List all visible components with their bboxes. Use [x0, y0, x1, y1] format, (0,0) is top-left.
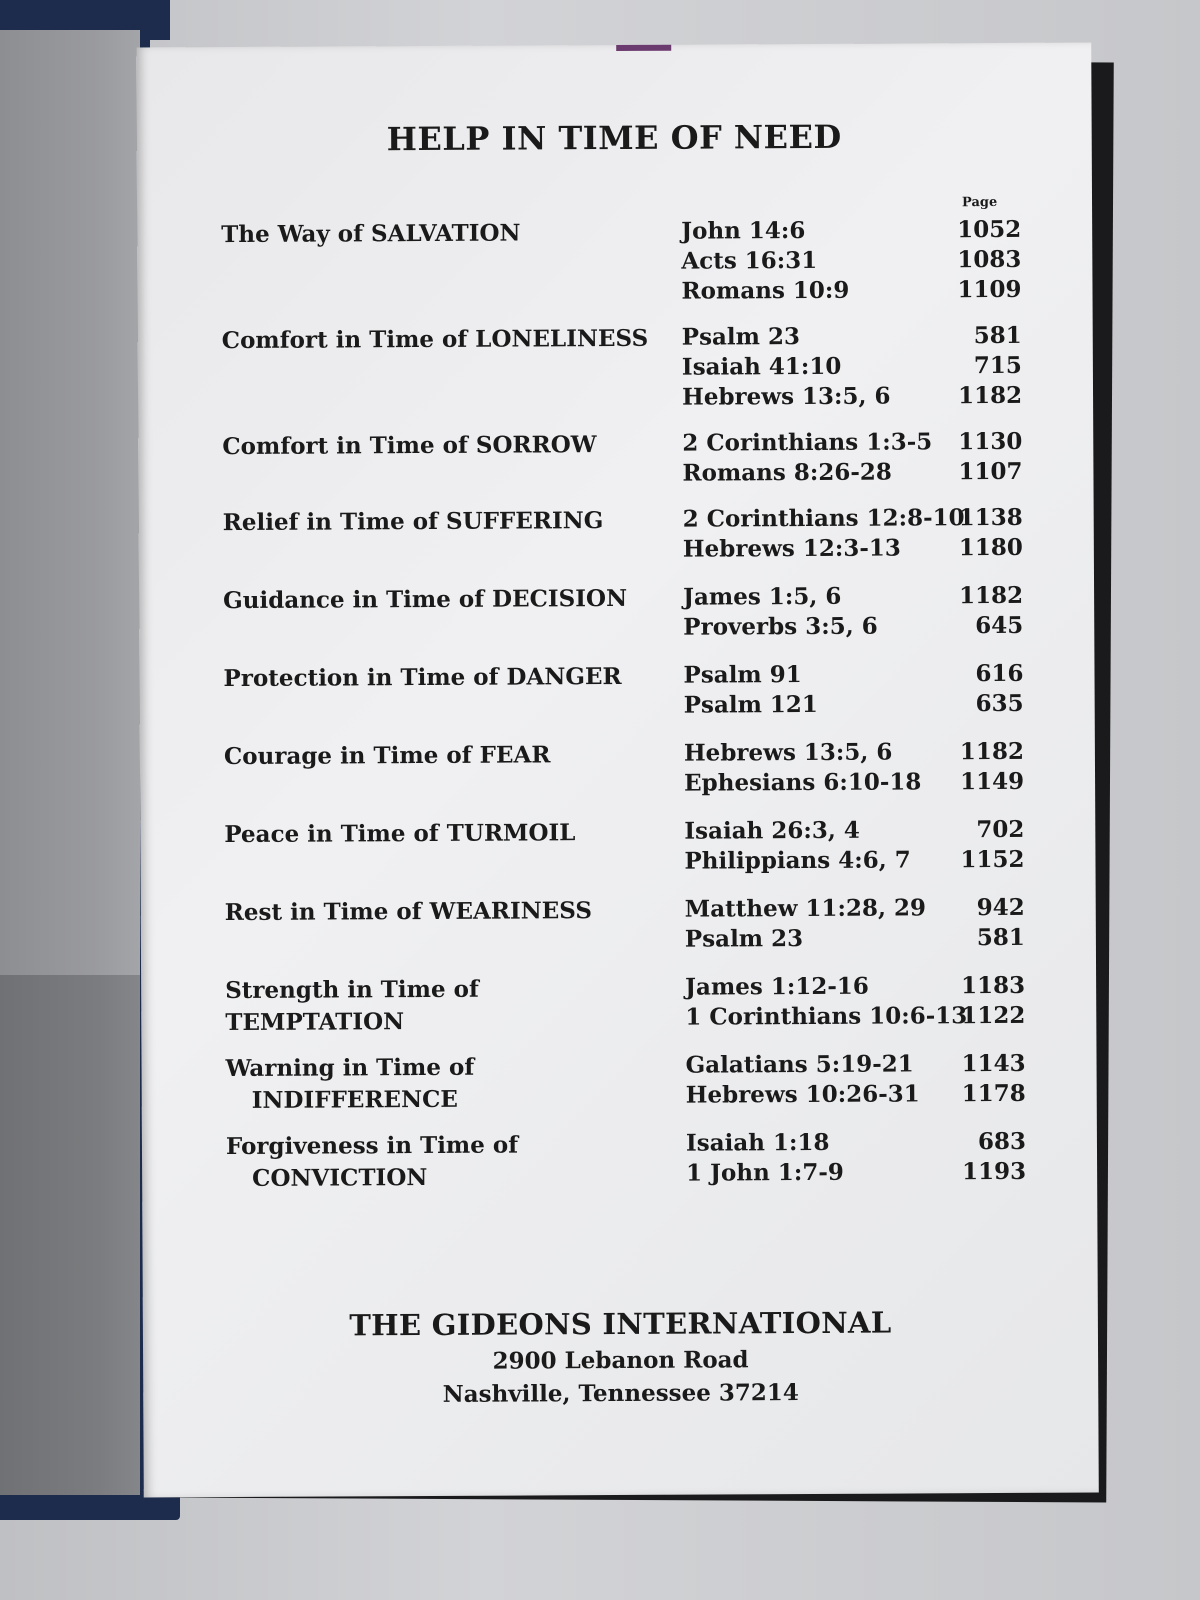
reference-row: [682, 457, 1022, 489]
page-number: 645: [975, 611, 1024, 640]
reference-row: [683, 659, 1023, 691]
entry-topic: [222, 323, 662, 357]
page-number: 1193: [962, 1157, 1027, 1186]
endpaper-upper: [0, 30, 140, 975]
scripture-reference: 2 Corinthians 1:3-5: [682, 428, 933, 457]
reference-row: [683, 533, 1023, 565]
publisher-address: 2900 Lebanon Road: [492, 1346, 749, 1375]
help-entry: [225, 1049, 1026, 1114]
entry-topic: [223, 583, 663, 617]
help-entry: [223, 581, 1024, 641]
entry-references: [682, 427, 1022, 489]
entry-topic-line: Comfort in Time of SORROW: [222, 431, 597, 461]
reference-row: [686, 1127, 1026, 1159]
scripture-reference: 1 John 1:7-9: [686, 1158, 844, 1187]
page-number: 942: [976, 893, 1025, 922]
reference-row: [685, 971, 1025, 1003]
reference-row: [683, 503, 1023, 535]
reference-row: [681, 275, 1021, 307]
help-index-list: [221, 215, 1027, 1192]
entry-references: [685, 893, 1025, 955]
page-number: 616: [975, 659, 1024, 688]
reference-row: [685, 1049, 1025, 1081]
reference-row: [685, 893, 1025, 925]
publisher-name: THE GIDEONS INTERNATIONAL: [349, 1305, 892, 1343]
book-page: [136, 43, 1099, 1498]
reference-row: [683, 611, 1023, 643]
page-number: 1149: [959, 767, 1025, 796]
reference-row: [683, 581, 1023, 613]
page-number: 1182: [957, 381, 1023, 410]
page-number: 581: [973, 321, 1022, 350]
scripture-reference: Philippians 4:6, 7: [684, 846, 911, 875]
help-entry: [222, 427, 1023, 487]
scripture-reference: Psalm 121: [683, 690, 818, 719]
page-number: 1143: [961, 1049, 1026, 1078]
reference-row: [684, 815, 1024, 847]
entry-topic-line: Peace in Time of TURMOIL: [224, 819, 576, 849]
help-entry: [225, 1127, 1027, 1192]
entry-topic-line: Strength in Time of TEMPTATION: [225, 975, 479, 1037]
entry-topic: [223, 661, 663, 695]
page-number: 1178: [961, 1079, 1026, 1108]
page-number: 1109: [957, 275, 1022, 304]
entry-topic: [224, 739, 664, 773]
reference-row: [682, 427, 1022, 459]
ribbon-marker: [616, 45, 671, 51]
entry-topic-line: Rest in Time of WEARINESS: [224, 897, 593, 927]
help-entry: [221, 215, 1022, 305]
help-entry: [225, 971, 1026, 1037]
page-number: 1152: [960, 845, 1025, 874]
entry-topic: [223, 505, 663, 539]
entry-topic-line: CONVICTION: [252, 1164, 428, 1192]
page-number: 1182: [959, 737, 1024, 766]
scripture-reference: Matthew 11:28, 29: [684, 894, 927, 923]
entry-references: [684, 737, 1024, 799]
scripture-reference: Romans 10:9: [681, 276, 850, 305]
reference-row: [682, 321, 1022, 353]
scripture-reference: Hebrews 10:26-31: [685, 1080, 920, 1109]
scripture-reference: Psalm 23: [684, 925, 804, 953]
page-number: 702: [976, 815, 1025, 844]
entry-topic: [225, 1051, 665, 1117]
help-entry: [224, 893, 1025, 953]
entry-topic-line: Courage in Time of FEAR: [223, 741, 551, 771]
reference-row: [685, 923, 1025, 955]
entry-references: [686, 1127, 1026, 1189]
entry-topic-line: Relief in Time of SUFFERING: [222, 507, 604, 537]
reference-row: [681, 215, 1021, 247]
reference-row: [682, 351, 1022, 383]
scripture-reference: Proverbs 3:5, 6: [683, 612, 878, 641]
endpaper-lower: [0, 975, 140, 1495]
entry-topic: [225, 973, 665, 1039]
scripture-reference: James 1:5, 6: [683, 582, 842, 611]
scripture-reference: Isaiah 41:10: [681, 352, 842, 381]
page-number: 1083: [957, 245, 1022, 274]
scripture-reference: 2 Corinthians 12:8-10: [682, 504, 965, 533]
scripture-reference: Romans 8:26-28: [682, 458, 892, 487]
reference-row: [684, 689, 1024, 721]
entry-references: [685, 1049, 1025, 1111]
entry-topic: [221, 217, 661, 251]
page-title: HELP IN TIME OF NEED: [386, 117, 842, 159]
page-number: 1107: [958, 457, 1023, 486]
scripture-reference: Psalm 91: [683, 661, 802, 689]
scripture-reference: Isaiah 1:18: [685, 1128, 830, 1157]
scripture-reference: Ephesians 6:10-18: [683, 768, 922, 797]
reference-row: [684, 845, 1024, 877]
entry-topic: [224, 817, 664, 851]
scripture-reference: 1 Corinthians 10:6-13: [685, 1002, 968, 1031]
scripture-reference: Galatians 5:19-21: [685, 1050, 914, 1079]
entry-topic-line: Protection in Time of DANGER: [223, 662, 622, 693]
help-entry: [221, 321, 1023, 411]
scripture-reference: Hebrews 13:5, 6: [683, 738, 893, 767]
entry-topic: [225, 895, 665, 929]
scripture-reference: John 14:6: [681, 217, 806, 245]
entry-topic-line: Forgiveness in Time of: [225, 1131, 519, 1161]
page-column-header: Page: [961, 195, 998, 211]
entry-references: [681, 215, 1021, 307]
reference-row: [685, 1001, 1025, 1033]
entry-references: [683, 503, 1023, 565]
scripture-reference: Psalm 23: [681, 323, 801, 351]
reference-row: [682, 381, 1022, 413]
scripture-reference: Isaiah 26:3, 4: [684, 816, 860, 845]
entry-topic-line: The Way of SALVATION: [221, 219, 521, 249]
entry-topic-line: INDIFFERENCE: [251, 1085, 458, 1114]
reference-row: [684, 737, 1024, 769]
entry-references: [683, 581, 1023, 643]
scripture-reference: Acts 16:31: [681, 246, 818, 275]
page-number: 1130: [958, 427, 1023, 456]
help-entry: [223, 737, 1025, 797]
entry-references: [685, 971, 1025, 1033]
reference-row: [686, 1079, 1026, 1111]
page-number: 1182: [959, 581, 1024, 610]
publisher-footer: [143, 1304, 1099, 1409]
entry-topic-line: Warning in Time of: [225, 1053, 475, 1083]
scripture-reference: James 1:12-16: [685, 972, 869, 1001]
entry-topic-line: Guidance in Time of DECISION: [223, 584, 628, 615]
reference-row: [681, 245, 1021, 277]
help-entry: [222, 503, 1023, 563]
page-number: 1180: [958, 533, 1023, 562]
page-number: 715: [973, 351, 1022, 380]
entry-references: [683, 659, 1023, 721]
page-number: 1138: [958, 503, 1023, 532]
scripture-reference: Hebrews 12:3-13: [682, 534, 901, 563]
page-number: 1122: [961, 1001, 1026, 1030]
entry-topic: [226, 1129, 666, 1195]
entry-references: [684, 815, 1024, 877]
scripture-reference: Hebrews 13:5, 6: [681, 382, 891, 411]
entry-topic: [222, 429, 662, 463]
page-number: 635: [975, 689, 1024, 718]
page-number: 1183: [961, 971, 1026, 1000]
reference-row: [686, 1157, 1026, 1189]
help-entry: [224, 815, 1025, 875]
entry-topic-line: Comfort in Time of LONELINESS: [221, 324, 649, 355]
publisher-city: Nashville, Tennessee 37214: [442, 1379, 799, 1408]
entry-references: [682, 321, 1022, 413]
page-number: 581: [976, 923, 1025, 952]
page-number: 1052: [957, 215, 1022, 244]
help-entry: [223, 659, 1024, 719]
page-number: 683: [977, 1127, 1027, 1156]
reference-row: [684, 767, 1024, 799]
